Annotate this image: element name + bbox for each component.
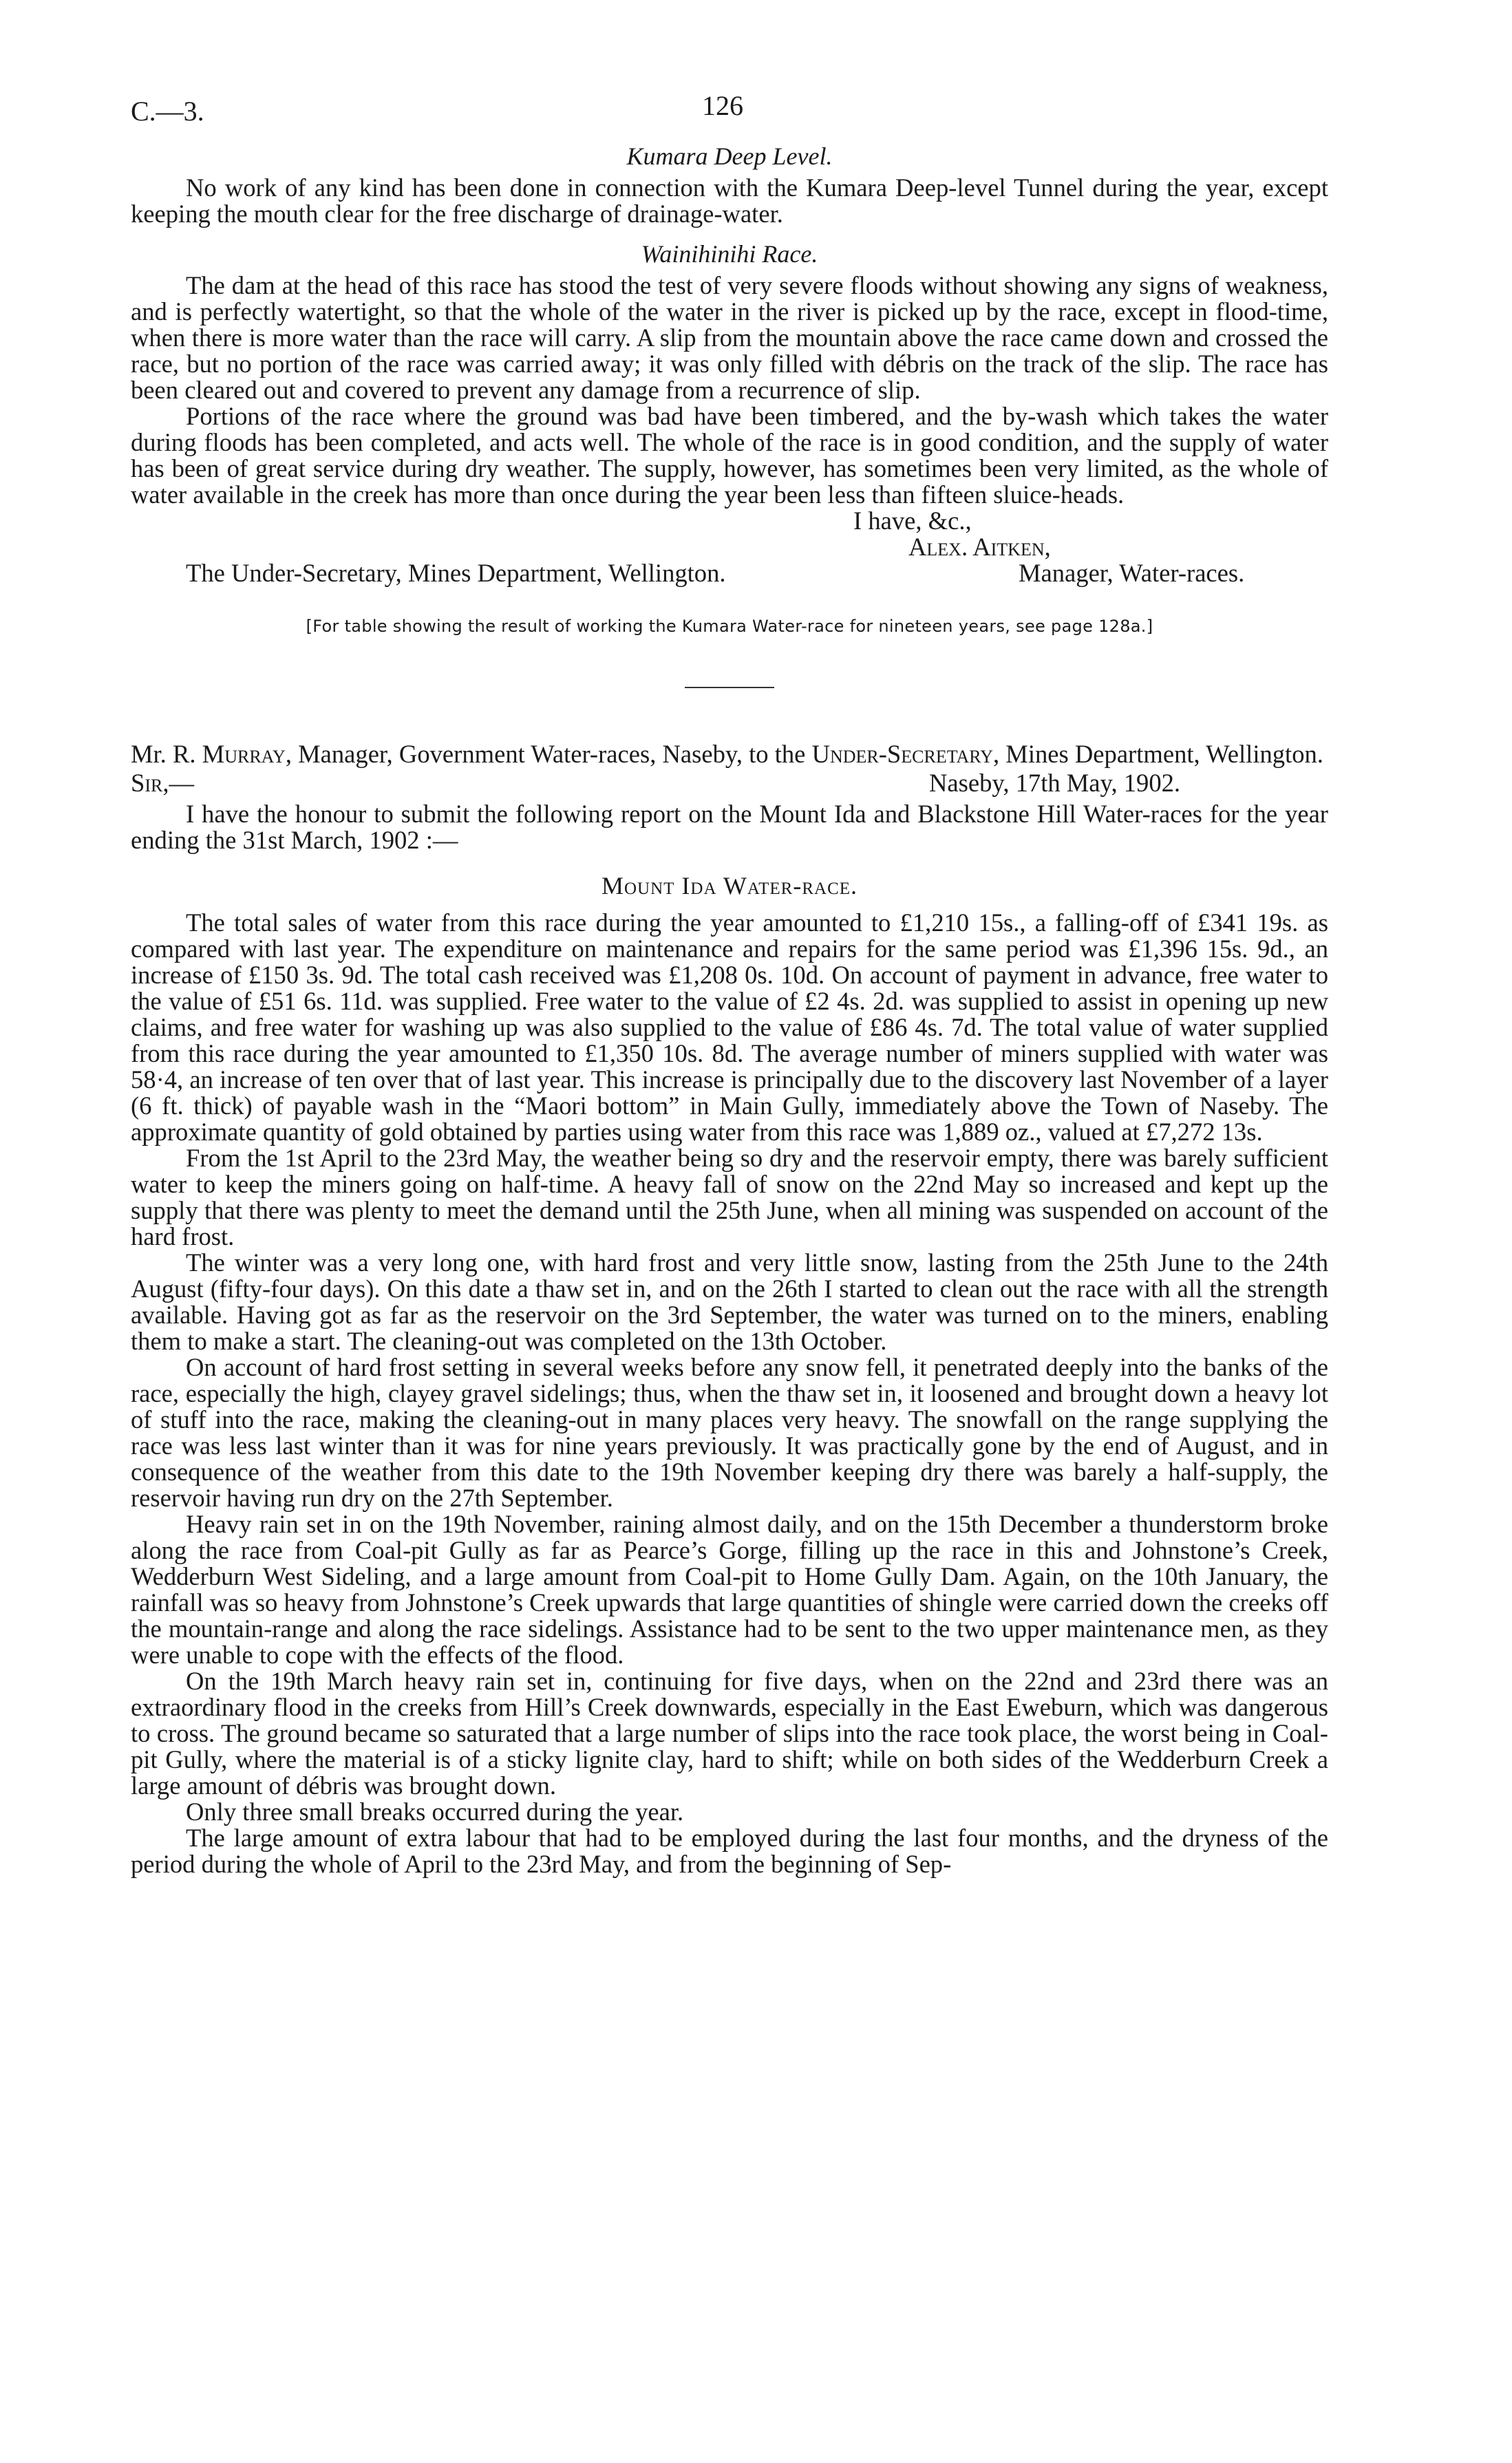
signature-closing: I have, &c., [853, 507, 972, 535]
addressee: The Under-Secretary, Mines Department, Wellington. [186, 559, 726, 587]
table-reference-note: [For table showing the result of working the Kumara Water-race for nineteen years, see page 128a.] [306, 617, 1153, 636]
letter-sender: Murray [202, 740, 286, 768]
letter-date: Naseby, 17th May, 1902. [929, 769, 1181, 797]
paragraph: No work of any kind has been done in connection with the Kumara Deep-level Tunnel during the year, except keeping the mouth clear for the free discharge of drainage-water. [131, 173, 1328, 228]
paragraph: From the 1st April to the 23rd May, the weather being so dry and the reservoir empty, there was barely sufficient water to keep the miners going on half-time. A heavy fall of snow on the 22nd May so increased and kept up the supply that there was plenty to meet the demand until the 25th June, when all mining was suspended on account of the hard frost. [131, 1144, 1328, 1250]
signature-name-line [131, 534, 1328, 560]
parliamentary-paper-code: C.—3. [131, 96, 204, 127]
letter-recipient: Under-Secretary [811, 740, 993, 768]
section-divider [685, 687, 774, 688]
paragraph: Heavy rain set in on the 19th November, raining almost daily, and on the 15th December a thunderstorm broke along the race from Coal-pit Gully as far as Pearce’s Gorge, filling up the race in this and Johnstone’s Creek, Wedderburn West Sideling, and a large amount from Coal-pit to Home Gully Dam. Again, on the 10th January, the rainfall was so heavy from Johnstone’s Creek upwards that large quantities of shingle were carried down the creeks off the mountain-range and along the race sidelings. Assistance had to be sent to the two upper maintenance men, as they were unable to cope with the effects of the flood. [131, 1510, 1328, 1669]
section-heading-mount-ida: Mount Ida Water-race. [601, 872, 858, 899]
page-number: 126 [702, 90, 743, 121]
signature-name: Alex. Aitken, [908, 533, 1051, 561]
section-heading-wainihinihi: Wainihinihi Race. [641, 240, 818, 268]
letter-heading [131, 740, 1328, 768]
paragraph: Portions of the race where the ground was bad have been timbered, and the by-wash which takes the water during floods has been completed, and acts well. The whole of the race is in good condition, and the supply of water has been of great service during dry weather. The supply, however, has sometimes been very limited, as the whole of water available in the creek has more than once during the year been less than fifteen sluice-heads. [131, 402, 1328, 509]
letter-mr: Mr. R. [131, 740, 202, 768]
salutation: Sir,— [131, 769, 195, 797]
page-header [131, 89, 1328, 138]
letter-recipient-desc: , Mines Department, Wellington. [993, 740, 1323, 768]
paragraph: I have the honour to submit the following report on the Mount Ida and Blackstone Hill Water-races for the year ending the 31st March, 1902 :— [131, 800, 1328, 854]
letter-sender-desc: , Manager, Government Water-races, Naseby, to the [285, 740, 812, 768]
paragraph: The dam at the head of this race has stood the test of very severe floods without showing any signs of weakness, and is perfectly watertight, so that the whole of the water in the river is picked up by the race, except in flood-time, when there is more water than the race will carry. A slip from the mountain above the race came down and crossed the race, but no portion of the race was carried away; it was only filled with débris on the track of the slip. The race has been cleared out and covered to prevent any damage from a recurrence of slip. [131, 271, 1328, 404]
paragraph: On the 19th March heavy rain set in, continuing for five days, when on the 22nd and 23rd there was an extraordinary flood in the creeks from Hill’s Creek downwards, especially in the East Eweburn, which was dangerous to cross. The ground became so saturated that a large number of slips into the race took place, the worst being in Coal-pit Gully, where the material is of a sticky lignite clay, hard to shift; while on both sides of the Wedderburn Creek a large amount of débris was brought down. [131, 1667, 1328, 1800]
paragraph: The winter was a very long one, with hard frost and very little snow, lasting from the 25th June to the 24th August (fifty-four days). On this date a thaw set in, and on the 26th I started to clean out the race with all the strength available. Having got as far as the reservoir on the 3rd September, the water was turned on to the miners, enabling them to make a start. The cleaning-out was completed on the 13th October. [131, 1248, 1328, 1355]
paragraph: The large amount of extra labour that had to be employed during the last four months, and the dryness of the period during the whole of April to the 23rd May, and from the beginning of Sep- [131, 1824, 1328, 1878]
document-page [131, 89, 1328, 1877]
section-heading-kumara: Kumara Deep Level. [626, 142, 833, 170]
signature-closing-line [131, 508, 1328, 534]
salutation-line [131, 769, 1328, 797]
paragraph: The total sales of water from this race during the year amounted to £1,210 15s., a falling-off of £341 19s. as compared with last year. The expenditure on maintenance and repairs for the same period was £1,396 15s. 9d., an increase of £150 3s. 9d. The total cash received was £1,208 0s. 10d. On account of payment in advance, free water to the value of £51 6s. 11d. was supplied. Free water to the value of £2 4s. 2d. was supplied to assist in opening up new claims, and free water for washing up was also supplied to the value of £86 4s. 7d. The total value of water supplied from this race during the year amounted to £1,350 10s. 8d. The average number of miners supplied with water was 58·4, an increase of ten over that of last year. This increase is principally due to the discovery last November of a layer (6 ft. thick) of payable wash in the “Maori bottom” in Main Gully, immediately above the Town of Naseby. The approximate quantity of gold obtained by parties using water from this race was 1,889 oz., valued at £7,272 13s. [131, 908, 1328, 1146]
paragraph: On account of hard frost setting in several weeks before any snow fell, it penetrated deeply into the banks of the race, especially the high, clayey gravel sidelings; thus, when the thaw set in, it loosened and brought down a heavy lot of stuff into the race, making the cleaning-out in many places very heavy. The snowfall on the range supplying the race was less last winter than it was for nine years previously. It was practically gone by the end of August, and in consequence of the weather from this date to the 19th November keeping dry there was barely a half-supply, the reservoir having run dry on the 27th September. [131, 1353, 1328, 1512]
paragraph: Only three small breaks occurred during the year. [186, 1798, 684, 1826]
signature-address-line [131, 560, 1328, 586]
signature-title: Manager, Water-races. [1019, 559, 1245, 587]
